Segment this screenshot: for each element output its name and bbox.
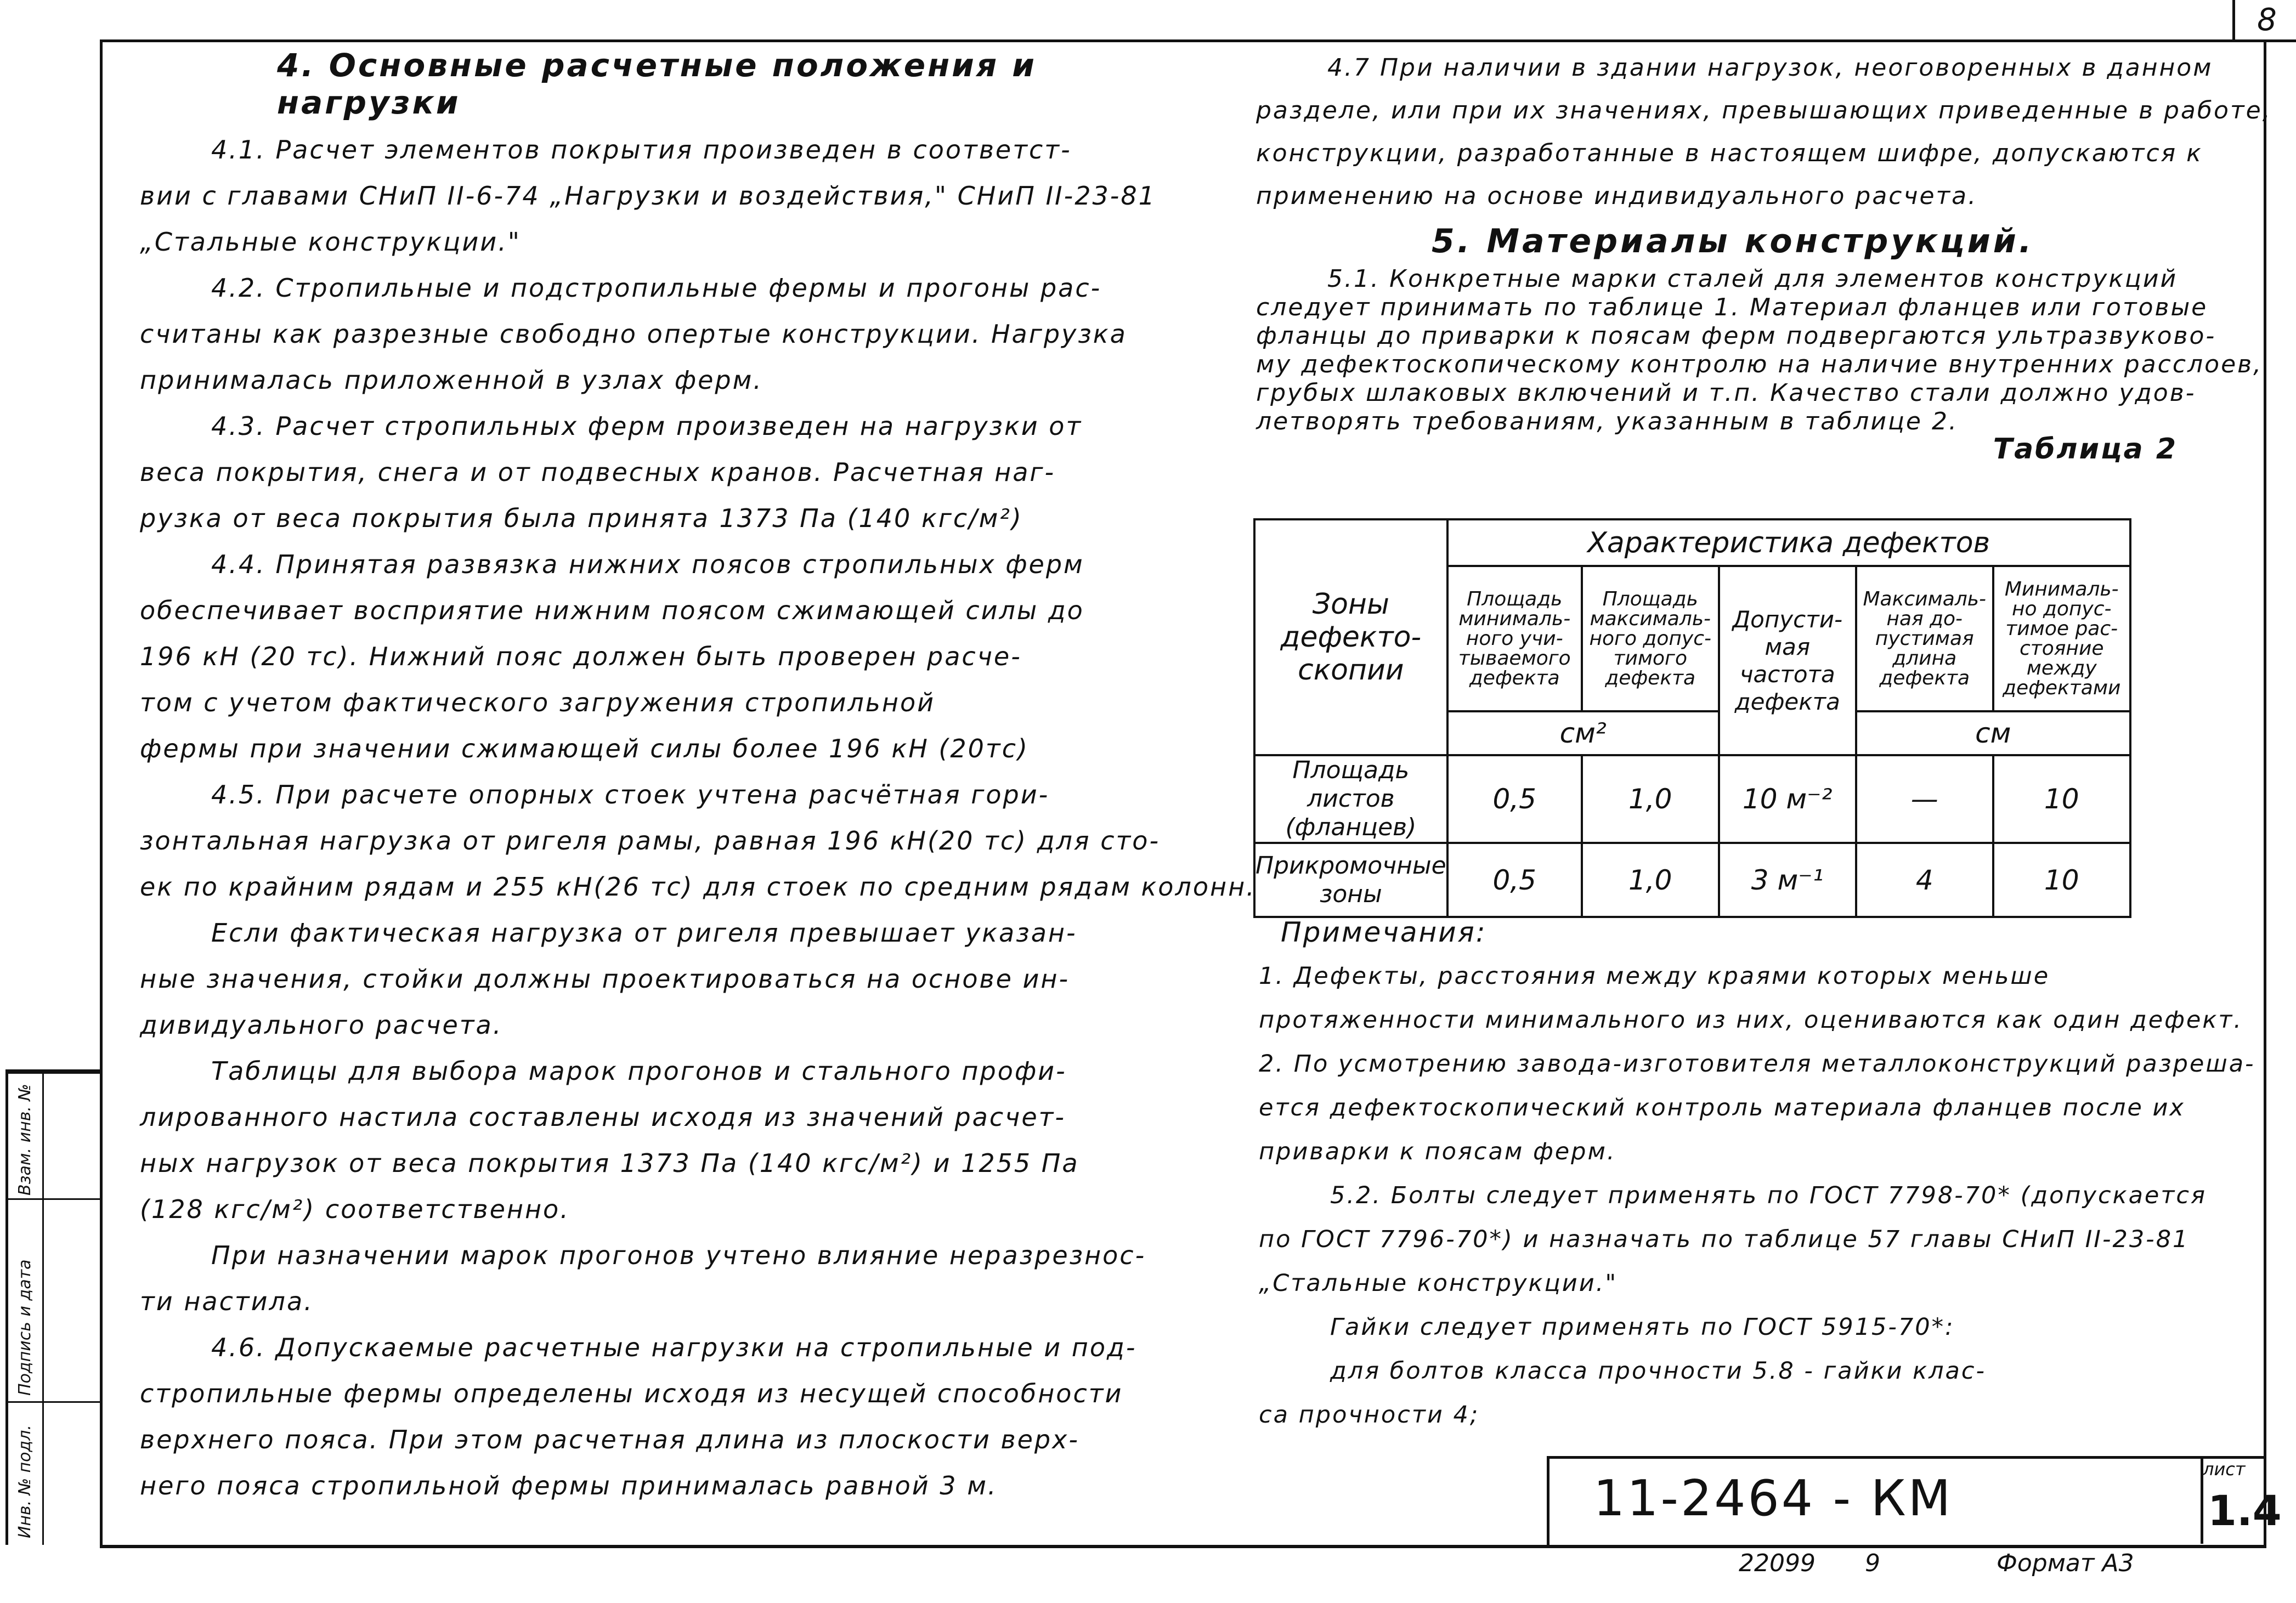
- paper-format: Формат А3: [1997, 1549, 2134, 1577]
- notes-title: Примечания:: [1281, 916, 1487, 948]
- text-line: верхнего пояса. При этом расчетная длина из плоскости верх-: [140, 1425, 1079, 1454]
- text-line: рузка от веса покрытия была принята 1373 Па (140 кгс/м²): [140, 503, 1023, 533]
- cell-max-length: 4: [1856, 843, 1993, 917]
- text-line: 4.1. Расчет элементов покрытия произведен в соответст-: [211, 135, 1072, 165]
- text-line: Гайки следует применять по ГОСТ 5915-70*:: [1330, 1313, 1955, 1341]
- cell-min-distance: 10: [1993, 755, 2130, 843]
- table-row: [1254, 843, 2130, 917]
- cell-max-area: 1,0: [1582, 755, 1719, 843]
- text-line: 4.3. Расчет стропильных ферм произведен на нагрузки от: [211, 411, 1083, 441]
- cell-zone: Площадь листов (фланцев): [1254, 755, 1447, 843]
- defects-table: [1253, 518, 2131, 918]
- th-defect-characteristics: Характеристика дефектов: [1447, 519, 2130, 566]
- text-line: фермы при значении сжимающей силы более 196 кН (20тс): [140, 734, 1029, 763]
- text-line: „Стальные конструкции.": [1259, 1270, 1618, 1297]
- text-line: 196 кН (20 тс). Нижний пояс должен быть проверен расче-: [140, 642, 1022, 671]
- table-row: [1254, 755, 2130, 843]
- cell-max-length: —: [1856, 755, 1993, 843]
- text-line: При назначении марок прогонов учтено влияние неразрезнос-: [211, 1241, 1146, 1270]
- text-line: летворять требованиям, указанным в таблице 2.: [1256, 407, 1958, 435]
- text-line: том с учетом фактического загружения стропильной: [140, 688, 936, 717]
- stamp-row-divider: [8, 1401, 103, 1403]
- text-line: грубых шлаковых включений и т.п. Качество стали должно удов-: [1256, 379, 2196, 407]
- text-line: 4.4. Принятая развязка нижних поясов стропильных ферм: [211, 550, 1084, 579]
- text-line: 5.1. Конкретные марки сталей для элементов конструкций: [1327, 265, 2178, 293]
- text-line: для болтов класса прочности 5.8 - гайки клас-: [1330, 1357, 1987, 1385]
- text-line: конструкции, разработанные в настоящем шифре, допускаются к: [1256, 139, 2203, 167]
- text-line: следует принимать по таблице 1. Материал фланцев или готовые: [1256, 293, 2208, 321]
- notes-body: [1259, 954, 2255, 1437]
- text-line: ек по крайним рядам и 255 кН(26 тс) для стоек по средним рядам колонн.: [140, 872, 1256, 902]
- th-unit-area: см²: [1447, 711, 1719, 755]
- th-min-area: Площадь минималь- ного учи- тываемого дефекта: [1447, 566, 1582, 711]
- text-line: вии с главами СНиП II-6-74 „Нагрузки и воздействия," СНиП II-23-81: [140, 181, 1156, 211]
- text-line: разделе, или при их значениях, превышающих приведенные в работе,: [1256, 97, 2272, 124]
- stamp-row-divider: [8, 1198, 103, 1200]
- sheet-number: 1.4: [2208, 1486, 2282, 1535]
- notes-and-5-2: [1259, 910, 2255, 1437]
- sheet-label: лист: [2203, 1459, 2246, 1480]
- text-line: фланцы до приварки к поясам ферм подвергаются ультразвуково-: [1256, 322, 2216, 350]
- th-frequency: Допусти- мая частота дефекта: [1719, 566, 1856, 755]
- text-line: лированного настила составлены исходя из значений расчет-: [140, 1102, 1066, 1132]
- text-line: 5.2. Болты следует применять по ГОСТ 7798-70* (допускается: [1330, 1182, 2207, 1209]
- section-5: [1256, 47, 2272, 466]
- stamp-vzam-inv: Взам. инв. №: [15, 1084, 35, 1196]
- stamp-sign-date: Подпись и дата: [15, 1259, 35, 1396]
- para-5-1: [1256, 265, 2263, 436]
- text-line: 4.6. Допускаемые расчетные нагрузки на стропильные и под-: [211, 1333, 1137, 1362]
- text-line: ные значения, стойки должны проектироваться на основе ин-: [140, 964, 1070, 994]
- text-line: дивидуального расчета.: [140, 1010, 503, 1040]
- table-2-title: Таблица 2: [1993, 433, 2178, 466]
- text-line: него пояса стропильной фермы принималась равной 3 м.: [140, 1471, 998, 1500]
- section-4: [140, 47, 1256, 1509]
- order-number: 22099: [1739, 1549, 1816, 1577]
- stamp-col-divider: [42, 1072, 44, 1545]
- cell-min-distance: 10: [1993, 843, 2130, 917]
- text-line: „Стальные конструкции.": [140, 227, 521, 257]
- text-line: стропильные фермы определены исходя из несущей способности: [140, 1379, 1123, 1408]
- cell-min-area: 0,5: [1447, 843, 1582, 917]
- cell-frequency: 10 м⁻²: [1719, 755, 1856, 843]
- text-line: Если фактическая нагрузка от ригеля превышает указан-: [211, 918, 1077, 948]
- text-line: 4.5. При расчете опорных стоек учтена расчётная гори-: [211, 780, 1050, 809]
- text-line: 4.2. Стропильные и подстропильные фермы и прогоны рас-: [211, 273, 1102, 303]
- text-line: ных нагрузок от веса покрытия 1373 Па (140 кгс/м²) и 1255 Па: [140, 1148, 1079, 1178]
- cell-frequency: 3 м⁻¹: [1719, 843, 1856, 917]
- text-line: протяженности минимального из них, оцениваются как один дефект.: [1259, 1006, 2243, 1034]
- text-line: приварки к поясам ферм.: [1259, 1138, 1616, 1165]
- text-line: 4.7 При наличии в здании нагрузок, неоговоренных в данном: [1327, 54, 2213, 82]
- text-line: (128 кгс/м²) соответственно.: [140, 1194, 570, 1224]
- stamp-row-divider: [8, 1072, 103, 1074]
- th-min-distance: Минималь- но допус- тимое рас- стояние между дефектами: [1993, 566, 2130, 711]
- text-line: зонтальная нагрузка от ригеля рамы, равная 196 кН(20 тс) для сто-: [140, 826, 1161, 856]
- th-zones: Зоны дефекто- скопии: [1254, 519, 1447, 755]
- th-max-length: Максималь- ная до- пустимая длина дефекта: [1856, 566, 1993, 711]
- section-4-heading: 4. Основные расчетные положения и нагрузки: [277, 47, 1037, 121]
- copy-number: 9: [1865, 1549, 1880, 1577]
- cell-max-area: 1,0: [1582, 843, 1719, 917]
- cell-min-area: 0,5: [1447, 755, 1582, 843]
- stamp-inv-orig: Инв. № подл.: [15, 1425, 35, 1538]
- text-line: 2. По усмотрению завода-изготовителя металлоконструкций разреша-: [1259, 1050, 2255, 1078]
- th-max-area: Площадь максималь- ного допус- тимого дефекта: [1582, 566, 1719, 711]
- text-line: са прочности 4;: [1259, 1401, 1480, 1429]
- text-line: принималась приложенной в узлах ферм.: [140, 365, 763, 395]
- page-number: 8: [2232, 0, 2296, 42]
- text-line: обеспечивает восприятие нижним поясом сжимающей силы до: [140, 596, 1084, 625]
- text-line: считаны как разрезные свободно опертые конструкции. Нагрузка: [140, 319, 1127, 349]
- text-line: веса покрытия, снега и от подвесных кранов. Расчетная наг-: [140, 457, 1056, 487]
- text-line: по ГОСТ 7796-70*) и назначать по таблице 57 главы СНиП II-23-81: [1259, 1226, 2190, 1253]
- text-line: 1. Дефекты, расстояния между краями которых меньше: [1259, 962, 2050, 990]
- para-4-7: [1256, 47, 2272, 218]
- section-5-heading: 5. Материалы конструкций.: [1432, 222, 2034, 260]
- text-line: ти настила.: [140, 1287, 314, 1316]
- th-unit-length: см: [1856, 711, 2130, 755]
- section-4-body: [140, 127, 1256, 1509]
- text-line: му дефектоскопическому контролю на наличие внутренних расслоев,: [1256, 350, 2263, 378]
- text-line: Таблицы для выбора марок прогонов и стального профи-: [211, 1056, 1067, 1086]
- text-line: ется дефектоскопический контроль материала фланцев после их: [1259, 1094, 2185, 1121]
- text-line: применению на основе индивидуального расчета.: [1256, 182, 1978, 210]
- cell-zone: Прикромочные зоны: [1254, 843, 1447, 917]
- document-code: 11-2464 - КМ: [1593, 1470, 1953, 1527]
